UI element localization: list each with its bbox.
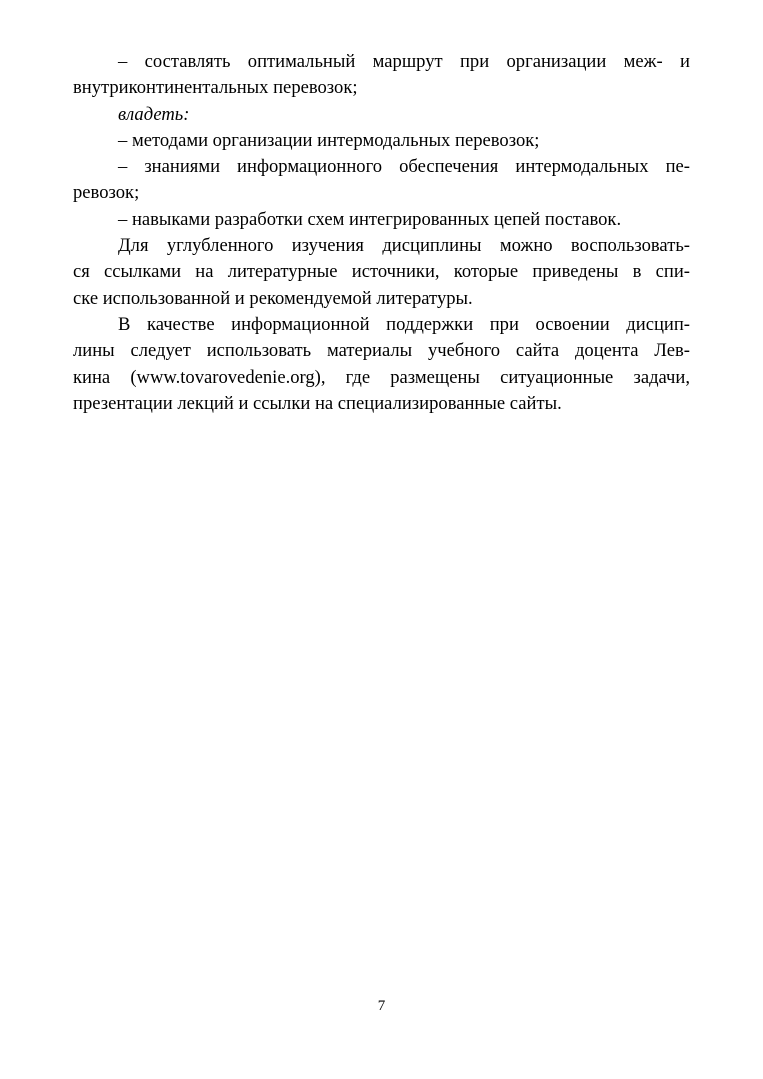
text-line: В качестве информационной поддержки при освоении дисцип- [118,313,690,335]
text-line: ске использованной и рекомендуемой литературы. [73,287,473,309]
text-line: лины следует использовать материалы учебного сайта доцента Лев- [73,340,690,362]
text-line: – методами организации интермодальных перевозок; [118,129,540,151]
document-body [73,49,690,417]
text-line: кина (www.tovarovedenie.org), где размещены ситуационные задачи, [73,366,690,388]
text-line-heading: владеть: [118,103,190,125]
text-line: ревозок; [73,182,140,204]
text-line: – навыками разработки схем интегрированных цепей поставок. [118,208,622,230]
text-line: презентации лекций и ссылки на специализированные сайты. [73,392,562,414]
text-line: Для углубленного изучения дисциплины можно воспользовать- [118,235,690,257]
text-line: внутриконтинентальных перевозок; [73,77,358,99]
page-number: 7 [377,998,386,1014]
text-line: ся ссылками на литературные источники, которые приведены в спи- [73,261,690,283]
text-line: – знаниями информационного обеспечения интермодальных пе- [118,156,690,178]
text-line: – составлять оптимальный маршрут при организации меж- и [118,51,690,72]
